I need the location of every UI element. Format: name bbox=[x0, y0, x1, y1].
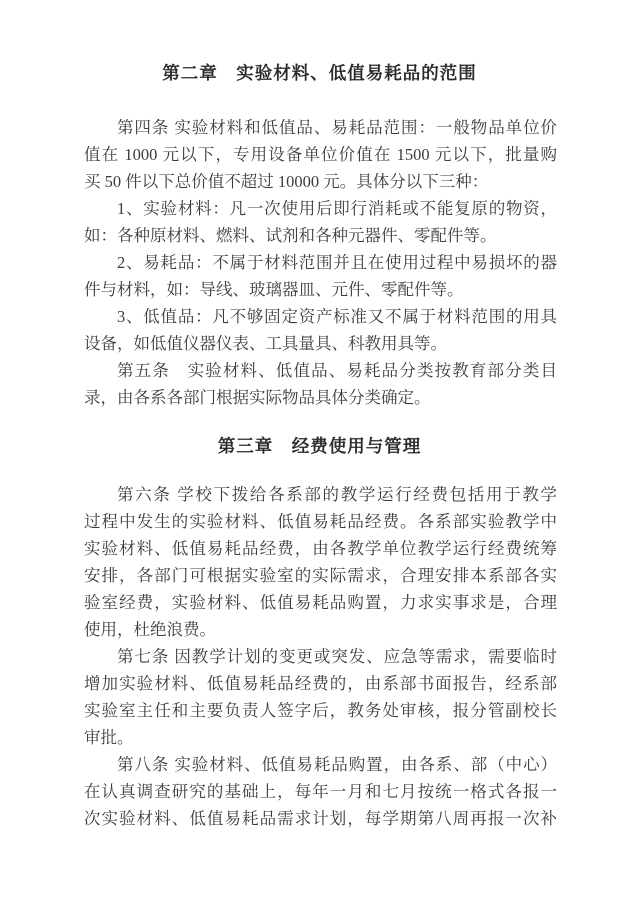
text-line: 如：各种原材料、燃料、试剂和各种元器件、零配件等。 bbox=[84, 226, 497, 245]
text-line: 第四条 实验材料和低值品、易耗品范围：一般物品单位价 bbox=[117, 118, 557, 137]
text-line: 第八条 实验材料、低值易耗品购置，由各系、部（中心） bbox=[117, 755, 557, 774]
item1-paragraph bbox=[84, 195, 557, 249]
text-line: 2、易耗品：不属于材料范围并且在使用过程中易损坏的器 bbox=[117, 253, 557, 272]
text-line: 3、低值品：凡不够固定资产标准又不属于材料范围的用具 bbox=[117, 307, 557, 326]
chapter3-body bbox=[84, 481, 557, 832]
item3-paragraph bbox=[84, 303, 557, 357]
text-line: 第六条 学校下拨给各系部的教学运行经费包括用于教学 bbox=[117, 485, 557, 504]
text-line: 过程中发生的实验材料、低值易耗品经费。各系部实验教学中 bbox=[84, 512, 557, 531]
text-line: 件与材料，如：导线、玻璃器皿、元件、零配件等。 bbox=[84, 280, 464, 299]
text-line: 使用，杜绝浪费。 bbox=[84, 620, 216, 639]
text-line: 增加实验材料、低值易耗品经费的，由系部书面报告，经系部 bbox=[84, 674, 557, 693]
chapter2-body bbox=[84, 114, 557, 411]
text-line: 买 50 件以下总价值不超过 10000 元。具体分以下三种： bbox=[84, 172, 489, 191]
chapter3-title: 第三章 经费使用与管理 bbox=[217, 436, 422, 456]
text-line: 实验室主任和主要负责人签字后，教务处审核，报分管副校长 bbox=[84, 701, 557, 720]
article7-paragraph bbox=[84, 643, 557, 751]
text-line: 实验材料、低值易耗品经费，由各教学单位教学运行经费统筹 bbox=[84, 539, 557, 558]
text-line: 审批。 bbox=[84, 728, 134, 747]
item2-paragraph bbox=[84, 249, 557, 303]
text-line: 设备，如低值仪器仪表、工具量具、科教用具等。 bbox=[84, 334, 447, 353]
article5-paragraph bbox=[84, 357, 557, 411]
text-line: 值在 1000 元以下，专用设备单位价值在 1500 元以下，批量购 bbox=[84, 145, 557, 164]
text-line: 录，由各系各部门根据实际物品具体分类确定。 bbox=[84, 388, 431, 407]
article4-paragraph bbox=[84, 114, 557, 195]
article6-paragraph bbox=[84, 481, 557, 643]
text-line: 验室经费，实验材料、低值易耗品购置，力求实事求是，合理 bbox=[84, 593, 557, 612]
chapter2-title: 第二章 实验材料、低值易耗品的范围 bbox=[162, 63, 477, 83]
text-line: 1、实验材料：凡一次使用后即行消耗或不能复原的物资， bbox=[117, 199, 557, 218]
text-line: 第五条 实验材料、低值品、易耗品分类按教育部分类目 bbox=[117, 361, 557, 380]
text-line: 次实验材料、低值易耗品需求计划，每学期第八周再报一次补 bbox=[84, 809, 557, 828]
text-line: 第七条 因教学计划的变更或突发、应急等需求，需要临时 bbox=[117, 647, 557, 666]
text-line: 安排，各部门可根据实验室的实际需求，合理安排本系部各实 bbox=[84, 566, 557, 585]
text-line: 在认真调查研究的基础上，每年一月和七月按统一格式各报一 bbox=[84, 782, 557, 801]
article8-paragraph bbox=[84, 751, 557, 832]
